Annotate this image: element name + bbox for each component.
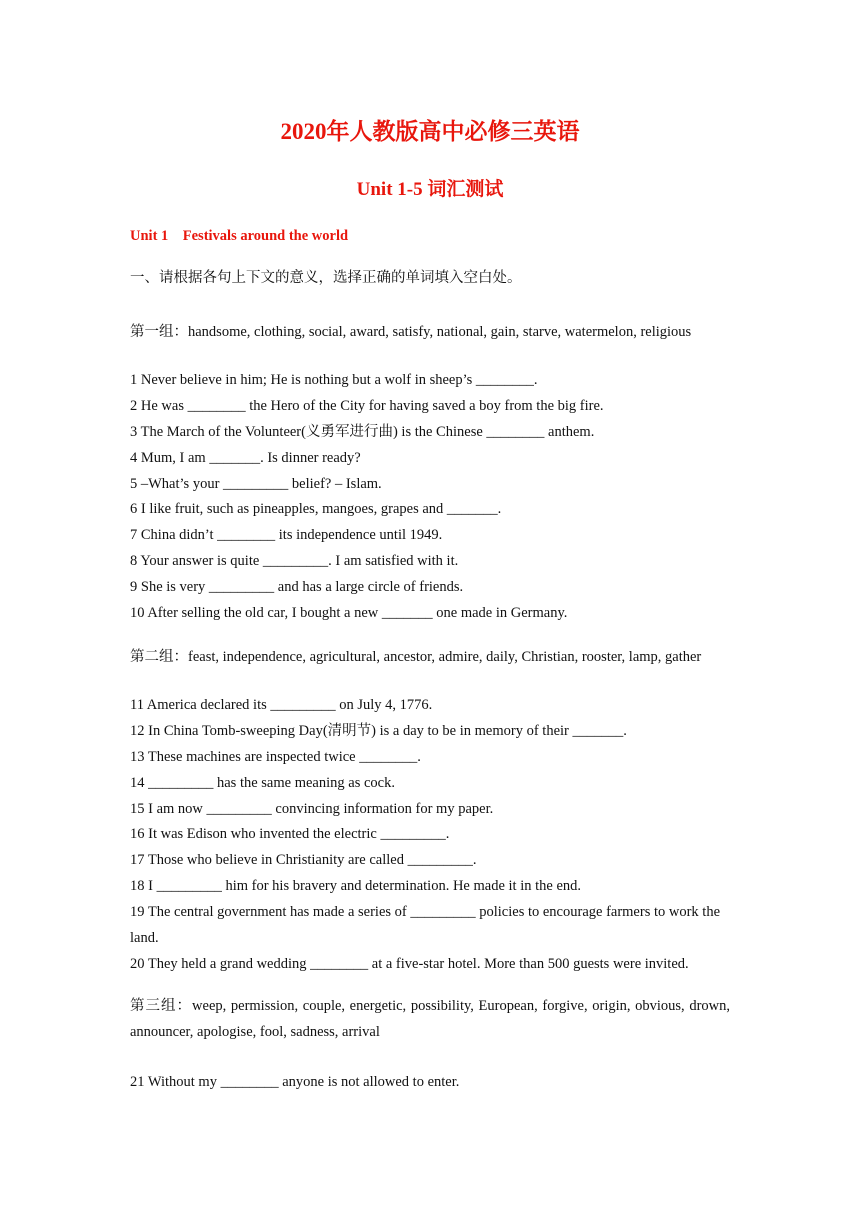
question-list-group-3	[130, 1070, 735, 1096]
word-group-3-label: 第三组：weep, permission, couple, energetic, possibility, European, forgive, origin, obvious, drown, announcer, apologise, fool, sadness, arrival	[130, 998, 730, 1040]
question-item: 21 Without my ________ anyone is not allowed to enter.	[130, 1074, 460, 1090]
unit-heading: Unit 1 Festivals around the world	[130, 228, 349, 244]
question-item: 12 In China Tomb-sweeping Day(清明节) is a day to be in memory of their _______.	[130, 722, 627, 739]
question-list-group-2	[130, 693, 735, 978]
exercise-instruction: 一、请根据各句上下文的意义，选择正确的单词填入空白处。	[130, 270, 522, 286]
question-list-group-1	[130, 368, 735, 627]
word-group-1-label: 第一组：handsome, clothing, social, award, satisfy, national, gain, starve, watermelon, religious	[130, 324, 692, 340]
question-item: 5 –What’s your _________ belief? – Islam.	[130, 475, 382, 492]
question-item: 17 Those who believe in Christianity are called _________.	[130, 852, 477, 869]
question-item: 9 She is very _________ and has a large circle of friends.	[130, 579, 464, 596]
document-title: 2020年人教版高中必修三英语	[280, 119, 580, 144]
question-item: 15 I am now _________ convincing information for my paper.	[130, 800, 494, 817]
question-item: 2 He was ________ the Hero of the City for having saved a boy from the big fire.	[130, 397, 604, 414]
question-item: 6 I like fruit, such as pineapples, mangoes, grapes and _______.	[130, 501, 502, 518]
question-item: 4 Mum, I am _______. Is dinner ready?	[130, 449, 361, 466]
question-item: 20 They held a grand wedding ________ at a five-star hotel. More than 500 guests were invited.	[130, 955, 689, 972]
question-item: 8 Your answer is quite _________. I am satisfied with it.	[130, 553, 459, 570]
question-item: 7 China didn’t ________ its independence until 1949.	[130, 527, 443, 544]
question-item: 16 It was Edison who invented the electric _________.	[130, 826, 450, 843]
question-item: 14 _________ has the same meaning as cock.	[130, 774, 395, 791]
document-subtitle: Unit 1-5 词汇测试	[356, 179, 504, 200]
question-item: 1 Never believe in him; He is nothing but a wolf in sheep’s ________.	[130, 372, 538, 388]
question-item: 3 The March of the Volunteer(义勇军进行曲) is the Chinese ________ anthem.	[130, 423, 595, 440]
question-item: 19 The central government has made a series of _________ policies to encourage farmers to work the land.	[130, 904, 721, 947]
question-item: 10 After selling the old car, I bought a new _______ one made in Germany.	[130, 605, 568, 622]
question-item: 13 These machines are inspected twice ________.	[130, 748, 421, 765]
question-item: 11 America declared its _________ on July 4, 1776.	[130, 697, 433, 713]
word-group-2-label: 第二组：feast, independence, agricultural, ancestor, admire, daily, Christian, rooster, lamp, gather	[130, 649, 702, 665]
question-item: 18 I _________ him for his bravery and determination. He made it in the end.	[130, 878, 582, 895]
